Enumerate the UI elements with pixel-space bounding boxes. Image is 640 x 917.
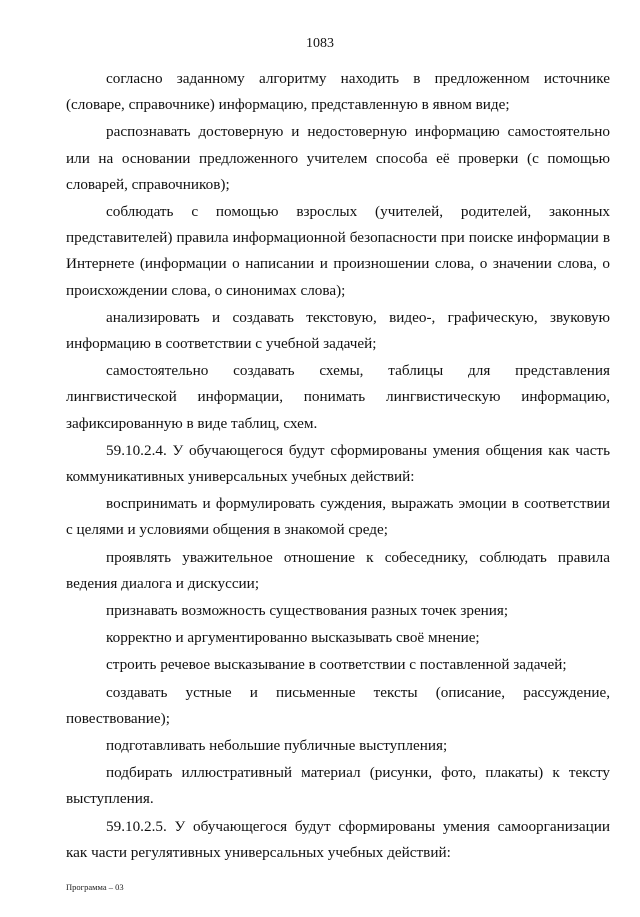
paragraph-12: создавать устные и письменные тексты (описание, рассуждение, повествование); bbox=[66, 683, 610, 727]
paragraph-5: самостоятельно создавать схемы, таблицы для представления лингвистической информации, понимать лингвистическую информацию, зафиксированную в виде таблиц, схем. bbox=[66, 362, 610, 432]
footer-program-label: Программа – 03 bbox=[66, 882, 124, 892]
paragraph-4: анализировать и создавать текстовую, видео-, графическую, звуковую информацию в соответствии с учебной задачей; bbox=[66, 308, 610, 353]
paragraph-1: согласно заданному алгоритму находить в предложенном источнике (словаре, справочнике) информацию, представленную в явном виде; bbox=[66, 70, 610, 114]
document-body bbox=[66, 66, 610, 867]
paragraph-15: 59.10.2.5. У обучающегося будут сформированы умения самоорганизации как части регулятивных универсальных учебных действий: bbox=[66, 817, 610, 861]
paragraph-11: строить речевое высказывание в соответствии с поставленной задачей; bbox=[106, 656, 567, 674]
paragraph-13: подготавливать небольшие публичные выступления; bbox=[106, 737, 448, 755]
paragraph-7: воспринимать и формулировать суждения, выражать эмоции в соответствии с целями и условиями общения в знакомой среде; bbox=[66, 495, 610, 539]
paragraph-2: распознавать достоверную и недостоверную информацию самостоятельно или на основании предложенного учителем способа её проверки (с помощью словарей, справочников); bbox=[66, 123, 610, 193]
paragraph-3: соблюдать с помощью взрослых (учителей, родителей, законных представителей) правила информационной безопасности при поиске информации в Интернете (информации о написании и произношении слова, о значении слова, о происхождении слова, о синонимах слова); bbox=[66, 203, 610, 299]
paragraph-6: 59.10.2.4. У обучающегося будут сформированы умения общения как часть коммуникативных универсальных учебных действий: bbox=[66, 441, 610, 486]
paragraph-10: корректно и аргументированно высказывать своё мнение; bbox=[106, 629, 480, 647]
paragraph-9: признавать возможность существования разных точек зрения; bbox=[106, 602, 509, 620]
paragraph-8: проявлять уважительное отношение к собеседнику, соблюдать правила ведения диалога и дискуссии; bbox=[66, 548, 610, 592]
paragraph-14: подбирать иллюстративный материал (рисунки, фото, плакаты) к тексту выступления. bbox=[66, 764, 610, 808]
page-number: 1083 bbox=[306, 36, 334, 51]
